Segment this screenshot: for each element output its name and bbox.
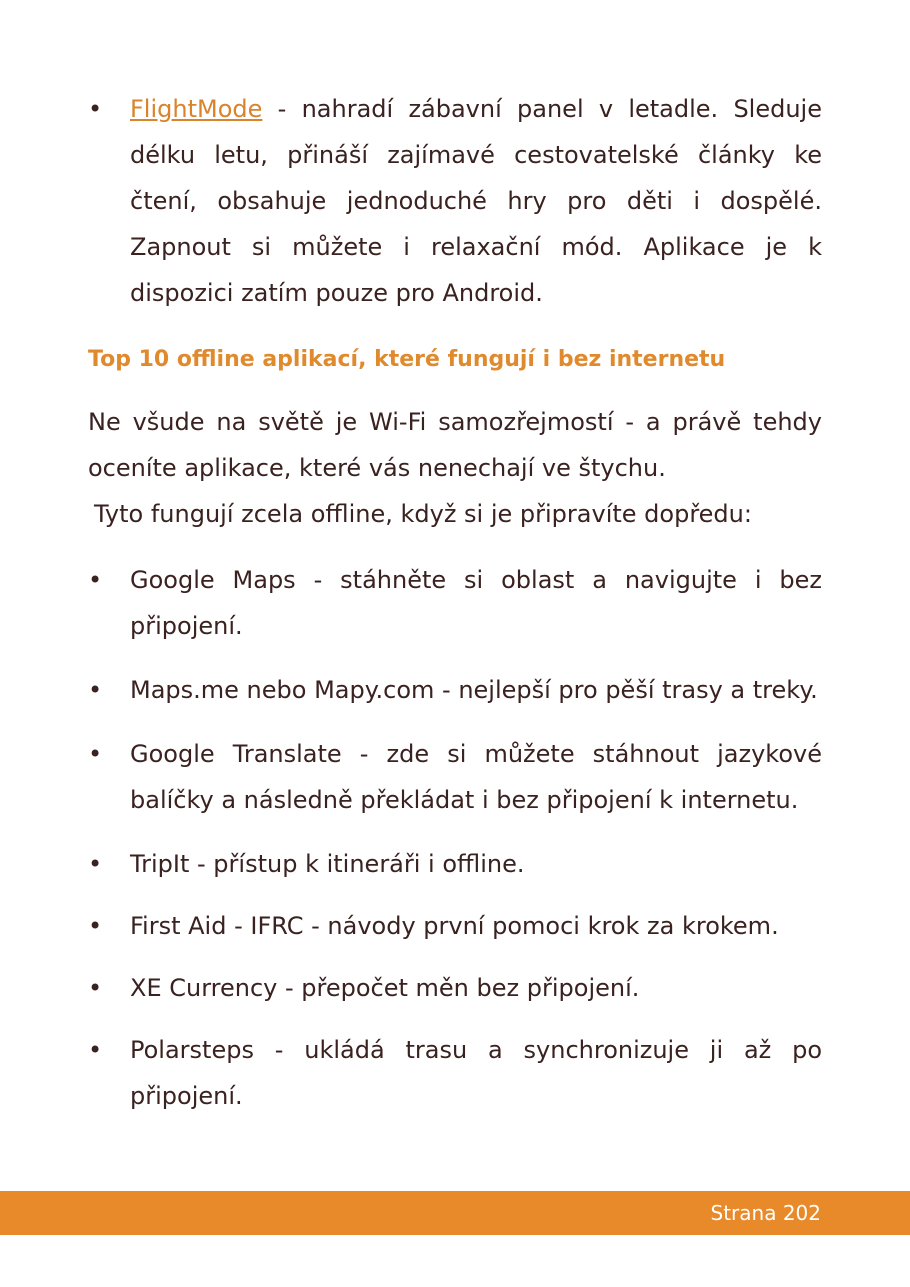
list-item-maps-me: [88, 667, 822, 713]
bullet-icon: •: [88, 850, 103, 878]
list-item-text: Google Maps - stáhněte si oblast a navigujte i bez připojení.: [130, 566, 822, 640]
list-item-first-aid: [88, 903, 822, 949]
bullet-icon: •: [88, 566, 103, 594]
page-number: Strana 202: [710, 1201, 821, 1225]
offline-apps-list: [88, 557, 822, 1119]
list-item-polarsteps: [88, 1027, 822, 1119]
bullet-icon: •: [88, 740, 103, 768]
list-item-text: First Aid - IFRC - návody první pomoci krok za krokem.: [130, 912, 779, 940]
list-item-xe-currency: [88, 965, 822, 1011]
list-item-text: Maps.me nebo Mapy.com - nejlepší pro pěší trasy a treky.: [130, 676, 818, 704]
bullet-icon: •: [88, 912, 103, 940]
list-item-google-translate: [88, 731, 822, 823]
bullet-icon: •: [88, 676, 103, 704]
app-list-top: [88, 86, 822, 316]
bullet-icon: •: [88, 1036, 103, 1064]
list-item-flightmode: [88, 86, 822, 316]
flightmode-link[interactable]: FlightMode: [130, 95, 263, 123]
list-item-text: Google Translate - zde si můžete stáhnout jazykové balíčky a následně překládat i bez připojení k internetu.: [130, 740, 822, 814]
intro-paragraph-2: Tyto fungují zcela offline, když si je připravíte dopředu:: [94, 500, 752, 528]
footer-bar: [0, 1191, 910, 1235]
list-item-text: TripIt - přístup k itineráři i offline.: [130, 850, 525, 878]
bullet-icon: •: [88, 974, 103, 1002]
page-content: [88, 86, 822, 1137]
section-heading: Top 10 offline aplikací, které fungují i bez internetu: [88, 347, 726, 372]
list-item-text: - nahradí zábavní panel v letadle. Sleduje délku letu, přináší zajímavé cestovatelské články ke čtení, obsahuje jednoduché hry pro děti i dospělé. Zapnout si můžete i relaxační mód. Aplikace je k dispozici zatím pouze pro Android.: [130, 95, 822, 307]
intro-paragraph: Ne všude na světě je Wi-Fi samozřejmostí - a právě tehdy oceníte aplikace, které vás nenechají ve štychu.: [88, 408, 822, 482]
list-item-text: XE Currency - přepočet měn bez připojení.: [130, 974, 640, 1002]
list-item-google-maps: [88, 557, 822, 649]
list-item-text: Polarsteps - ukládá trasu a synchronizuje ji až po připojení.: [130, 1036, 822, 1110]
list-item-tripit: [88, 841, 822, 887]
bullet-icon: •: [88, 95, 103, 123]
